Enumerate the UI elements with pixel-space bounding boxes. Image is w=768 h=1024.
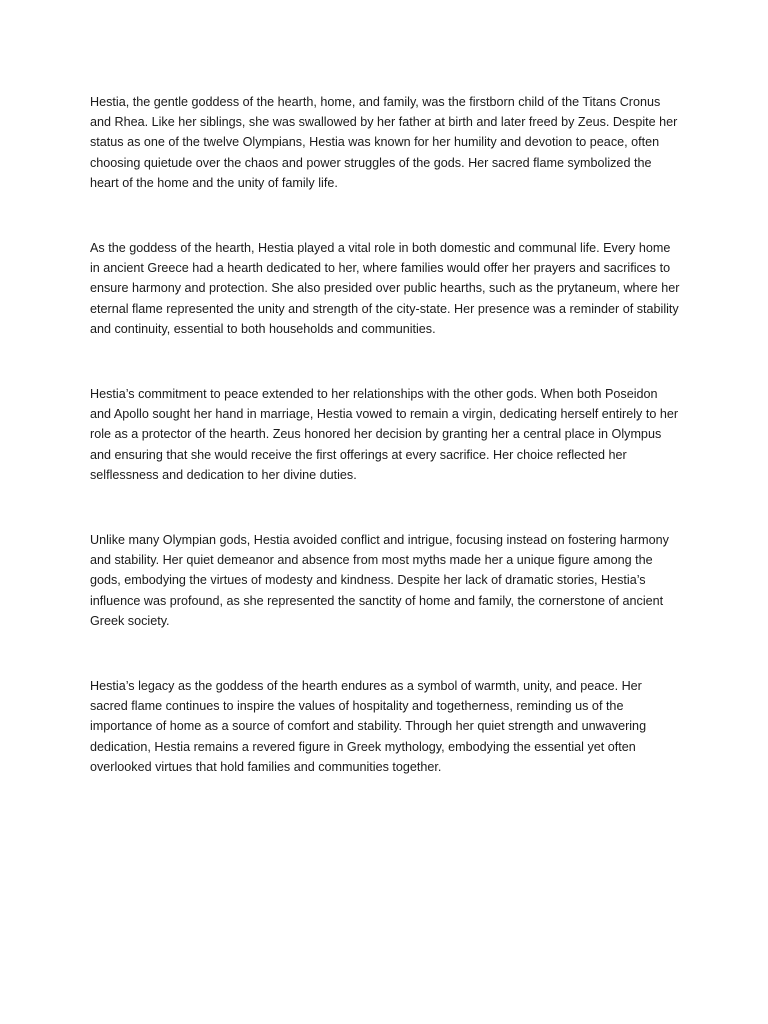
document-body <box>90 92 682 822</box>
paragraph-commitment-to-peace: Hestia’s commitment to peace extended to her relationships with the other gods. When both Poseidon and Apollo sought her hand in marriage, Hestia vowed to remain a virgin, dedicating herself entirely to her role as a protector of the hearth. Zeus honored her decision by granting her a central place in Olympus and ensuring that she would receive the first offerings at every sacrifice. Her choice reflected her selflessness and dedication to her divine duties. <box>90 387 679 482</box>
paragraph-hearth-role: As the goddess of the hearth, Hestia played a vital role in both domestic and communal life. Every home in ancient Greece had a hearth dedicated to her, where families would offer her prayers and sacrifices to ensure harmony and protection. She also presided over public hearths, such as the prytaneum, where her eternal flame represented the unity and strength of the city-state. Her presence was a reminder of stability and continuity, essential to both households and communities. <box>90 241 680 336</box>
paragraph-legacy: Hestia’s legacy as the goddess of the hearth endures as a symbol of warmth, unity, and peace. Her sacred flame continues to inspire the values of hospitality and togetherness, reminding us of the importance of home as a source of comfort and stability. Through her quiet strength and unwavering dedication, Hestia remains a revered figure in Greek mythology, embodying the essential yet often overlooked virtues that hold families and communities together. <box>90 679 647 774</box>
paragraph-character: Unlike many Olympian gods, Hestia avoided conflict and intrigue, focusing instead on fostering harmony and stability. Her quiet demeanor and absence from most myths made her a unique figure among the gods, embodying the virtues of modesty and kindness. Despite her lack of dramatic stories, Hestia’s influence was profound, as she represented the sanctity of home and family, the cornerstone of ancient Greek society. <box>90 533 669 628</box>
paragraph-origins: Hestia, the gentle goddess of the hearth, home, and family, was the firstborn child of the Titans Cronus and Rhea. Like her siblings, she was swallowed by her father at birth and later freed by Zeus. Despite her status as one of the twelve Olympians, Hestia was known for her humility and devotion to peace, often choosing quietude over the chaos and power struggles of the gods. Her sacred flame symbolized the heart of the home and the unity of family life. <box>90 95 678 190</box>
